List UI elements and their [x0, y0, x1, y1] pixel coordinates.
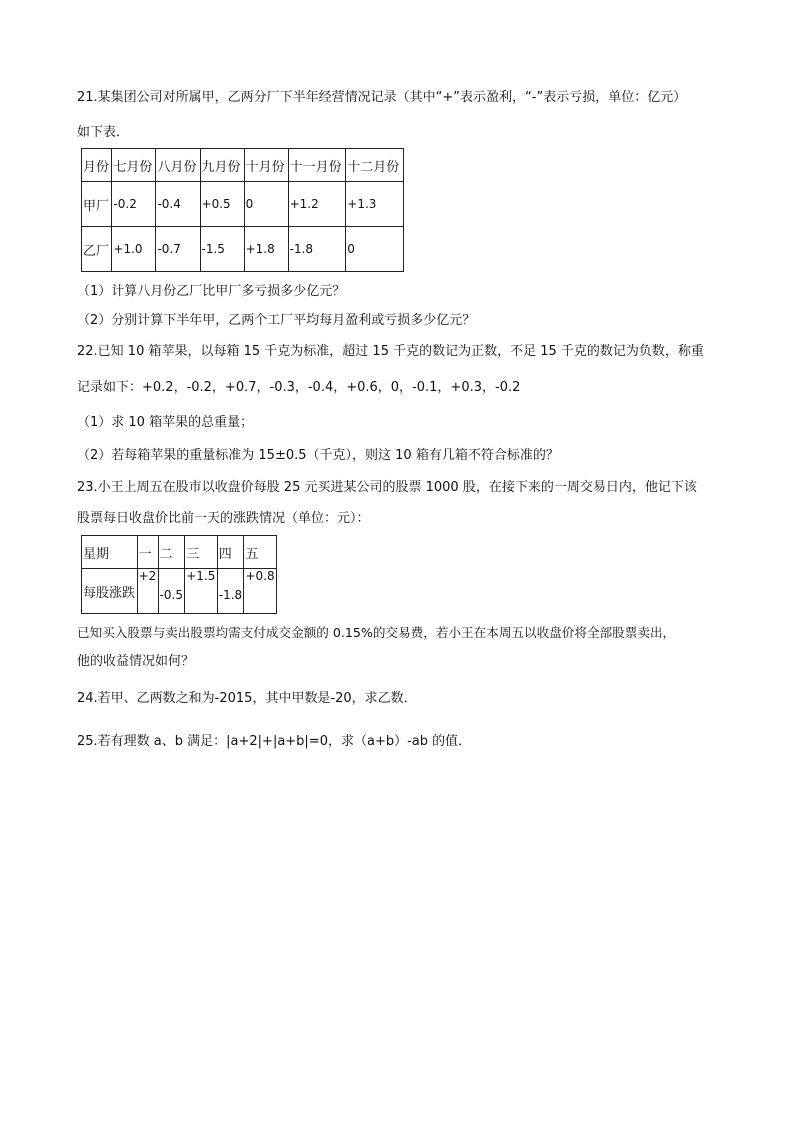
q21-sub2: （2）分别计算下半年甲，乙两个工厂平均每月盈利或亏损多少亿元？	[77, 313, 476, 328]
table-row-label: 乙厂	[82, 227, 112, 272]
table-header-cell: 七月份	[112, 149, 156, 182]
table-cell: +0.8	[244, 569, 277, 614]
table-cell: +1.8	[244, 227, 288, 272]
table-cell: 0	[346, 227, 404, 272]
table-header-cell: 十二月份	[346, 149, 404, 182]
table-header-cell: 九月份	[200, 149, 244, 182]
q25-text: 25.若有理数 a、b 满足：|a+2|+|a+b|=0，求（a+b）-ab 的值．	[77, 734, 472, 749]
table-row-label: 甲厂	[82, 182, 112, 227]
table-header-cell: 星期	[82, 536, 138, 569]
q23-text-line3: 已知买入股票与卖出股票均需支付成交金额的 0.15%的交易费，若小王在本周五以收盘价将全部股票卖出，	[77, 625, 676, 640]
table-cell: +1.2	[288, 182, 346, 227]
q21-text-line2: 如下表．	[77, 125, 130, 140]
table-header-cell: 五	[244, 536, 277, 569]
table-header-row	[82, 536, 277, 569]
table-cell: +0.5	[200, 182, 244, 227]
table-cell: +2	[137, 569, 158, 614]
table-header-cell: 一	[137, 536, 158, 569]
table-cell: -0.7	[156, 227, 200, 272]
table-header-cell: 十月份	[244, 149, 288, 182]
table-cell	[217, 569, 244, 614]
table-cell-value: -1.8	[218, 588, 243, 602]
q22-text-line2: 记录如下：+0.2，-0.2，+0.7，-0.3，-0.4，+0.6，0，-0.1，+0.3，-0.2	[77, 380, 521, 395]
table-header-cell: 四	[217, 536, 244, 569]
table-row-label: 每股涨跌	[82, 569, 138, 614]
table-cell: -0.2	[112, 182, 156, 227]
table-cell-value: -0.5	[159, 588, 183, 602]
q21-sub1: （1）计算八月份乙厂比甲厂多亏损多少亿元？	[77, 284, 346, 299]
q23-text-line1: 23.小王上周五在股市以收盘价每股 25 元买进某公司的股票 1000 股，在接下来的一周交易日内，他记下该	[77, 480, 697, 495]
q23-table	[81, 535, 277, 614]
table-cell: +1.0	[112, 227, 156, 272]
table-header-cell: 三	[185, 536, 218, 569]
table-row	[82, 227, 404, 272]
table-cell: -1.8	[288, 227, 346, 272]
q22-sub2: （2）若每箱苹果的重量标准为 15±0.5（千克），则这 10 箱有几箱不符合标准的？	[77, 448, 559, 463]
table-header-row	[82, 149, 404, 182]
q22-sub1: （1）求 10 箱苹果的总重量；	[77, 415, 254, 430]
table-header-cell: 八月份	[156, 149, 200, 182]
table-cell: +1.5	[185, 569, 218, 614]
table-cell: -1.5	[200, 227, 244, 272]
q23-text-line2: 股票每日收盘价比前一天的涨跌情况（单位：元）：	[77, 511, 370, 526]
table-cell: -0.4	[156, 182, 200, 227]
table-cell: +1.3	[346, 182, 404, 227]
table-cell	[158, 569, 185, 614]
table-row	[82, 182, 404, 227]
table-header-cell: 月份	[82, 149, 112, 182]
q22-text-line1: 22.已知 10 箱苹果，以每箱 15 千克为标准，超过 15 千克的数记为正数，不足 15 千克的数记为负数，称重	[77, 344, 704, 359]
table-row	[82, 569, 277, 614]
q24-text: 24.若甲、乙两数之和为-2015，其中甲数是-20，求乙数．	[77, 691, 417, 706]
q21-text-line1: 21.某集团公司对所属甲，乙两分厂下半年经营情况记录（其中“+”表示盈利，“-”表示亏损，单位：亿元）	[77, 90, 687, 105]
q23-text-line4: 他的收益情况如何？	[77, 654, 195, 669]
table-header-cell: 二	[158, 536, 185, 569]
q21-table	[81, 148, 404, 272]
table-header-cell: 十一月份	[288, 149, 346, 182]
table-cell: 0	[244, 182, 288, 227]
